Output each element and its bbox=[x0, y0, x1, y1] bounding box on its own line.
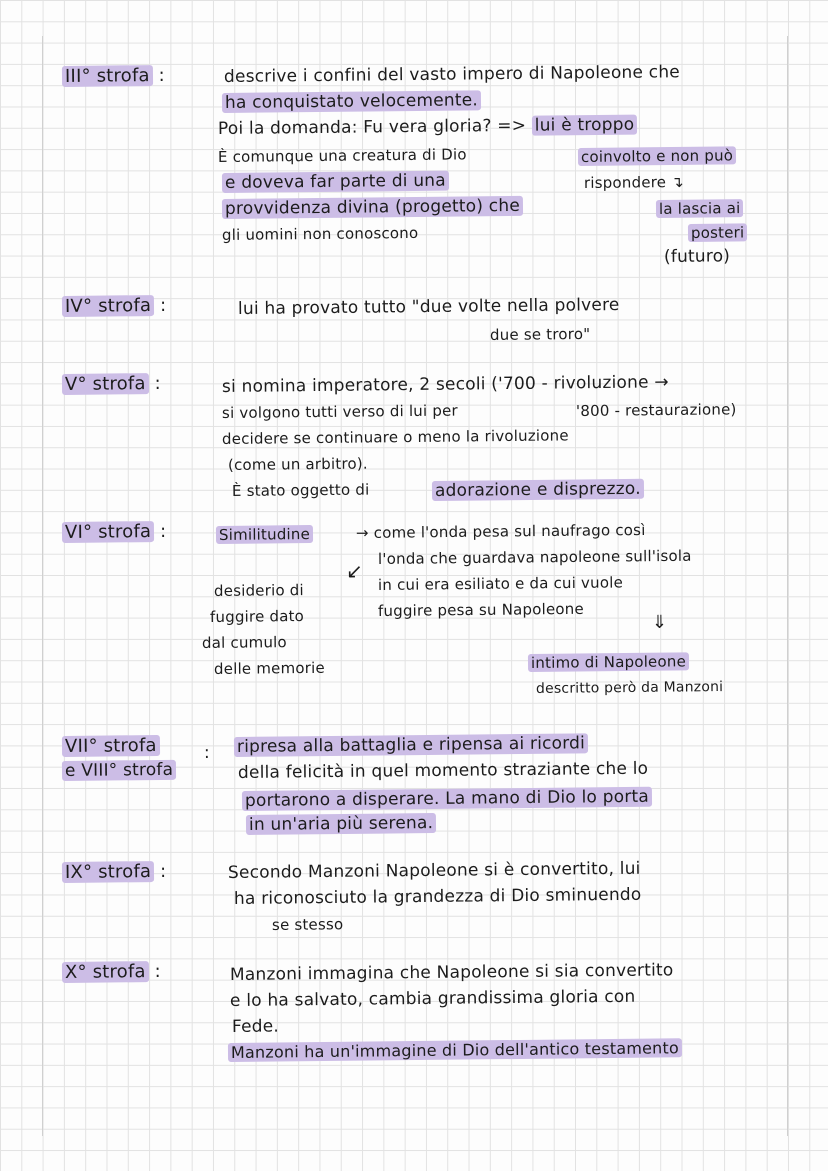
stanza-5-line-2: si volgono tutti verso di lui per bbox=[221, 401, 458, 422]
stanza-7-8-line-3: portarono a disperare. La mano di Dio lo porta bbox=[242, 786, 652, 812]
stanza-6-side-3: dal cumulo bbox=[201, 633, 287, 652]
curved-arrow-icon: ↙ bbox=[345, 558, 364, 583]
stanza-5-line-1: si nomina imperatore, 2 secoli ('700 - rivoluzione → bbox=[221, 372, 669, 397]
stanza-4-line-2: due se troro" bbox=[489, 324, 591, 344]
stanza-6-side-2: fuggire dato bbox=[209, 607, 305, 626]
stanza-7-8-line-1: ripresa alla battaglia e ripensa ai ricordi bbox=[234, 732, 588, 758]
stanza-3-line-4b: coinvolto e non può bbox=[578, 144, 736, 168]
stanza-4-line-1: lui ha provato tutto "due volte nella polvere bbox=[237, 295, 620, 319]
stanza-9-line-1: Secondo Manzoni Napoleone si è convertito, lui bbox=[227, 858, 641, 883]
stanza-8-label: e VIII° strofa bbox=[62, 759, 176, 782]
stanza-9-label: IX° strofa : bbox=[62, 861, 167, 884]
stanza-3-line-7: gli uomini non conoscono bbox=[221, 223, 419, 244]
stanza-7-8-colon: : bbox=[203, 742, 211, 763]
stanza-3-line-6: provvidenza divina (progetto) che bbox=[222, 195, 523, 220]
stanza-3-line-5b: rispondere ↴ bbox=[583, 172, 685, 192]
stanza-3-line-2: ha conquistato velocemente. bbox=[222, 89, 481, 114]
stanza-6-similitude: Similitudine bbox=[216, 523, 313, 546]
stanza-5-line-5: È stato oggetto di bbox=[231, 480, 370, 500]
stanza-6-side-1: desiderio di bbox=[213, 581, 304, 600]
stanza-3-line-7b: posteri bbox=[688, 221, 748, 244]
stanza-9-line-2: ha riconosciuto la grandezza di Dio sminuendo bbox=[233, 884, 642, 909]
stanza-5-line-3: decidere se continuare o meno la rivoluzione bbox=[221, 426, 569, 448]
stanza-7-8-line-2: della felicità in quel momento straziante che lo bbox=[237, 758, 649, 783]
stanza-10-line-3: Fede. bbox=[231, 1016, 280, 1037]
stanza-10-label: X° strofa : bbox=[62, 961, 161, 984]
stanza-6-label: VI° strofa : bbox=[62, 521, 167, 544]
stanza-5-line-2b: '800 - restaurazione) bbox=[575, 400, 737, 420]
stanza-6-line-4: fuggire pesa su Napoleone bbox=[377, 599, 584, 620]
stanza-5-line-5b: adorazione e disprezzo. bbox=[432, 478, 644, 502]
stanza-7-label: VII° strofa bbox=[62, 735, 160, 758]
stanza-6-side-4: delle memorie bbox=[213, 658, 325, 678]
down-arrow-icon: ⇓ bbox=[651, 611, 668, 633]
stanza-9-line-3: se stesso bbox=[271, 915, 344, 934]
stanza-3-line-1: descrive i confini del vasto impero di Napoleone che bbox=[223, 62, 681, 87]
stanza-6-note-2: descritto però da Manzoni bbox=[535, 679, 724, 697]
stanza-5-label: V° strofa : bbox=[62, 373, 161, 396]
stanza-7-8-line-4: in un'aria più serena. bbox=[246, 812, 436, 836]
stanza-3-line-8: (futuro) bbox=[663, 246, 731, 267]
stanza-3-line-6b: la lascia ai bbox=[656, 197, 744, 220]
stanza-10-line-2: e lo ha salvato, cambia grandissima gloria con bbox=[229, 986, 636, 1011]
stanza-6-line-3: in cui era esiliato e da cui vuole bbox=[377, 573, 624, 594]
stanza-6-line-2: l'onda che guardava napoleone sull'isola bbox=[377, 546, 692, 568]
stanza-10-line-1: Manzoni immagina che Napoleone si sia convertito bbox=[229, 960, 674, 985]
stanza-4-label: IV° strofa : bbox=[62, 295, 167, 318]
stanza-10-line-4: Manzoni ha un'immagine di Dio dell'antico testamento bbox=[228, 1037, 682, 1064]
stanza-5-line-4: (come un arbitro). bbox=[227, 454, 368, 474]
stanza-6-line-1: → come l'onda pesa sul naufrago così bbox=[355, 520, 646, 542]
stanza-3-line-5: e doveva far parte di una bbox=[222, 170, 449, 194]
stanza-3-label: III° strofa : bbox=[62, 65, 165, 88]
stanza-6-note-1: intimo di Napoleone bbox=[528, 650, 689, 674]
stanza-3-line-4: È comunque una creatura di Dio bbox=[217, 145, 467, 166]
stanza-3-line-3: Poi la domanda: Fu vera gloria? => lui è troppo bbox=[218, 114, 638, 140]
